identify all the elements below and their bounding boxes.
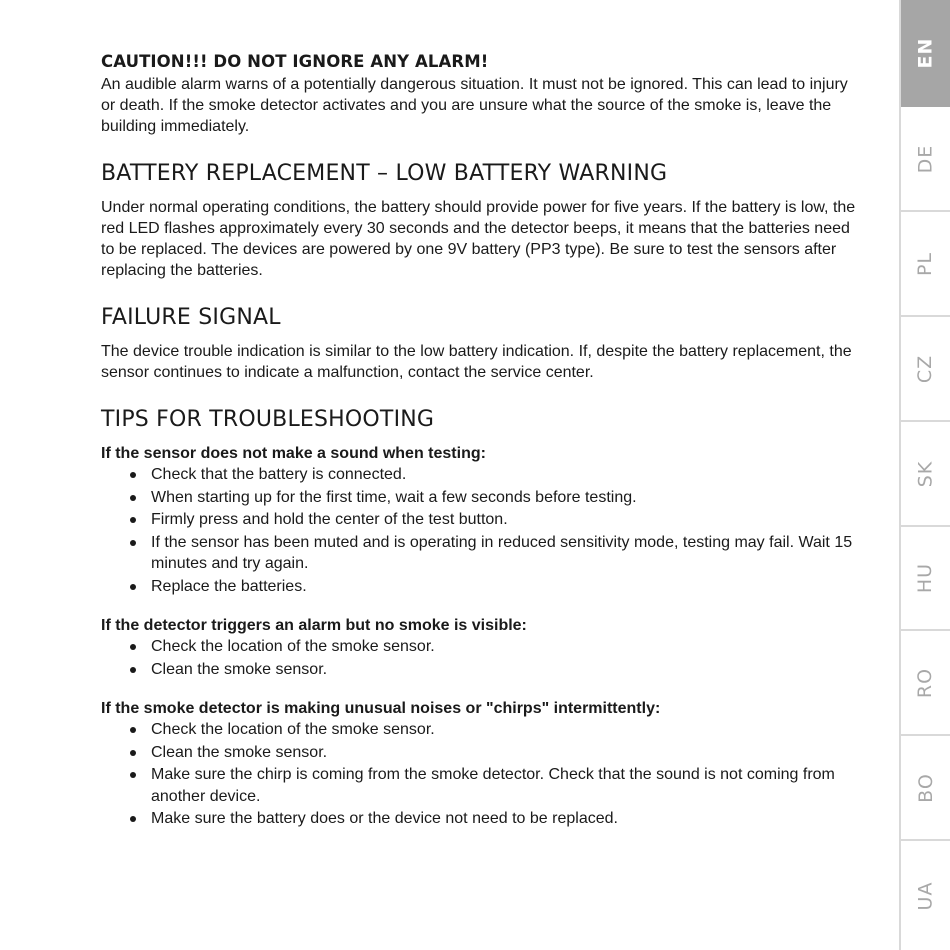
tips-list bbox=[101, 464, 866, 597]
tips-group bbox=[101, 615, 866, 680]
tab-label: PL bbox=[914, 251, 937, 276]
caution-title: CAUTION!!! DO NOT IGNORE ANY ALARM! bbox=[101, 52, 489, 71]
list-item: Make sure the battery does or the device not need to be replaced. bbox=[101, 808, 866, 830]
failure-section-text: The device trouble indication is similar to the low battery indication. If, despite the battery replacement, the sensor continues to indicate a malfunction, contact the service center. bbox=[101, 343, 852, 381]
list-item: Firmly press and hold the center of the test button. bbox=[101, 509, 866, 531]
tab-bo[interactable] bbox=[901, 736, 950, 841]
list-item: Check the location of the smoke sensor. bbox=[101, 636, 866, 658]
tab-en[interactable] bbox=[901, 0, 950, 107]
tab-label: BO bbox=[914, 772, 937, 803]
tab-label: CZ bbox=[914, 354, 937, 383]
tab-label: RO bbox=[914, 667, 937, 698]
tips-section-title: TIPS FOR TROUBLESHOOTING bbox=[101, 407, 435, 432]
language-tabs bbox=[899, 0, 950, 950]
battery-section-text: Under normal operating conditions, the battery should provide power for five years. If the battery is low, the red LED flashes approximately every 30 seconds and the detector beeps, it means that the batteries need to be replaced. The devices are powered by one 9V battery (PP3 type). Be sure to test the sensors after replacing the batteries. bbox=[101, 199, 856, 279]
tab-ua[interactable] bbox=[901, 841, 950, 950]
caution-text: An audible alarm warns of a potentially dangerous situation. It must not be ignored. This can lead to injury or death. If the smoke detector activates and you are unsure what the source of the smoke is, leave the building immediately. bbox=[101, 76, 848, 135]
list-item: When starting up for the first time, wait a few seconds before testing. bbox=[101, 487, 866, 509]
tab-de[interactable] bbox=[901, 107, 950, 212]
list-item: Clean the smoke sensor. bbox=[101, 742, 866, 764]
tips-list bbox=[101, 636, 866, 680]
failure-section-title: FAILURE SIGNAL bbox=[101, 305, 281, 330]
tips-group-heading: If the smoke detector is making unusual noises or "chirps" intermittently: bbox=[101, 700, 661, 717]
list-item: Replace the batteries. bbox=[101, 576, 866, 598]
list-item: If the sensor has been muted and is operating in reduced sensitivity mode, testing may fail. Wait 15 minutes and try again. bbox=[101, 532, 866, 575]
tips-list bbox=[101, 719, 866, 830]
tab-label: SK bbox=[914, 460, 937, 487]
tips-group-heading: If the sensor does not make a sound when testing: bbox=[101, 445, 486, 462]
list-item: Check that the battery is connected. bbox=[101, 464, 866, 486]
tab-label: EN bbox=[914, 37, 937, 68]
tab-label: HU bbox=[914, 562, 937, 594]
tab-cz[interactable] bbox=[901, 317, 950, 422]
tab-pl[interactable] bbox=[901, 212, 950, 317]
tips-group bbox=[101, 443, 866, 597]
tab-label: DE bbox=[914, 144, 937, 173]
list-item: Make sure the chirp is coming from the smoke detector. Check that the sound is not coming from another device. bbox=[101, 764, 866, 807]
tips-group bbox=[101, 698, 866, 830]
list-item: Clean the smoke sensor. bbox=[101, 659, 866, 681]
page-content bbox=[101, 52, 866, 831]
tab-hu[interactable] bbox=[901, 527, 950, 631]
tab-ro[interactable] bbox=[901, 631, 950, 736]
tab-label: UA bbox=[914, 881, 937, 910]
battery-section-title: BATTERY REPLACEMENT – LOW BATTERY WARNING bbox=[101, 161, 668, 186]
tips-group-heading: If the detector triggers an alarm but no smoke is visible: bbox=[101, 617, 527, 634]
list-item: Check the location of the smoke sensor. bbox=[101, 719, 866, 741]
tab-sk[interactable] bbox=[901, 422, 950, 527]
